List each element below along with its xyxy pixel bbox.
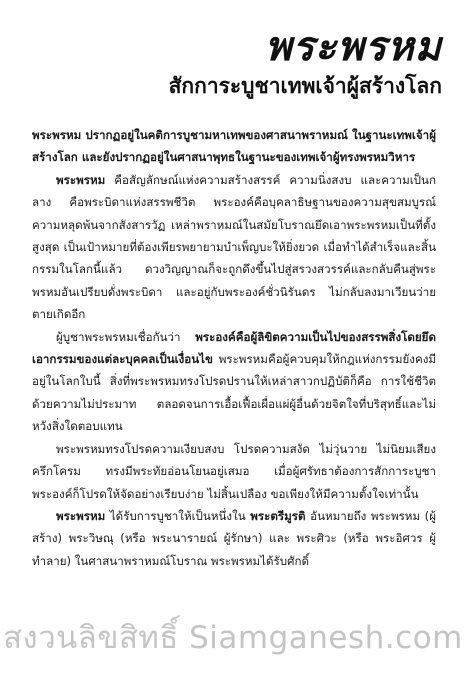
intro-paragraph: พระพรหม ปรากฏอยู่ในคติการบูชามหาเทพของศาสนาพราหมณ์ ในฐานะเทพเจ้าผู้สร้างโลก และยังปรากฏอยู่ในศาสนาพุทธในฐานะของเทพเจ้าผู้ทรงพรหมวิหาร <box>32 128 436 165</box>
paragraph-trimurti <box>32 505 436 572</box>
trimurti-lead: ได้รับการบูชาให้เป็นหนึ่งใน <box>105 508 251 523</box>
copyright-watermark: สงวนลิขสิทธิ์ Siamganesh.com <box>3 620 463 656</box>
belief-lead: ผู้บูชาพระพรหมเชื่อกันว่า <box>56 329 196 344</box>
page-title: พระพรหม <box>265 23 442 70</box>
belief-highlight: พระองค์คือผู้ลิขิตความเป็นไปของสรรพสิ่งโดยยึดเอากรรมของแต่ละบุคคลเป็นเงื่อนไข <box>32 329 436 367</box>
page-subtitle: สักการะบูชาเทพเจ้าผู้สร้างโลก <box>168 74 442 98</box>
article-body <box>32 124 436 572</box>
term-brahma-2: พระพรหม <box>56 508 106 523</box>
term-trimurti: พระตรีมูรติ <box>250 508 306 523</box>
belief-text: พระพรหมคือผู้ควบคุมให้กฎแห่งกรรมยังคงมีอยู่ในโลกใบนี้ สิ่งที่พระพรหมทรงโปรดปรานให้เหล่าสาวกปฏิบัติก็คือ การใช้ชีวิตด้วยความไม่ประมาท ตลอดจนการเอื้อเฟื้อเผื่อแผ่ผู้อื่นด้วยจิตใจที่บริสุทธิ์และไม่หวังสิ่งใดตอบแทน <box>32 352 436 434</box>
paragraph-worship: พระพรหมทรงโปรดความเงียบสงบ โปรดความสงัด ไม่วุ่นวาย ไม่นิยมเสียงครึกโครม ทรงมีพระทัยอ่อนโยนอยู่เสมอ เมื่อผู้ศรัทธาต้องการสักการะบูชา พระองค์ก็โปรดให้จัดอย่างเรียบง่าย ไม่สิ้นเปลือง ขอเพียงให้มีความตั้งใจเท่านั้น <box>32 441 436 501</box>
term-brahma: พระพรหม <box>56 172 106 187</box>
paragraph-definition <box>32 169 436 326</box>
trimurti-text: อันหมายถึง พระพรหม (ผู้สร้าง) พระวิษณุ (หรือ พระนารายณ์ ผู้รักษา) และ พระศิวะ (หรือ พระอิศวร ผู้ทำลาย) ในศาสนาพราหมณ์โบราณ พระพรหมได้รับศักดิ์ <box>32 508 436 568</box>
definition-text: คือสัญลักษณ์แห่งความสร้างสรรค์ ความนิ่งสงบ และความเป็นกลาง คือพระบิดาแห่งสรรพชีวิต พระองค์คือบุคลาธิษฐานของความสุขสมบูรณ์ ความหลุดพ้นจากสังสารวัฏ เหล่าพราหมณ์ในสมัยโบราณยึดเอาพระพรหมเป็นที่ตั้งสูงสุด เป็นเป้าหมายที่ต้องเพียรพยายามบำเพ็ญบะให้ยิ่งยวด เมื่อทำได้สำเร็จและสิ้นกรรมในโลกนี้แล้ว ดวงวิญญาณก็จะถูกดึงขึ้นไปสู่สรวงสวรรค์และกลับคืนสู่พระพรหมอันเปรียบดั่งพระบิดา และอยู่กับพระองค์ชั่วนิรันดร ไม่กลับลงมาเวียนว่ายตายเกิดอีก <box>32 172 436 322</box>
paragraph-belief <box>32 326 436 438</box>
